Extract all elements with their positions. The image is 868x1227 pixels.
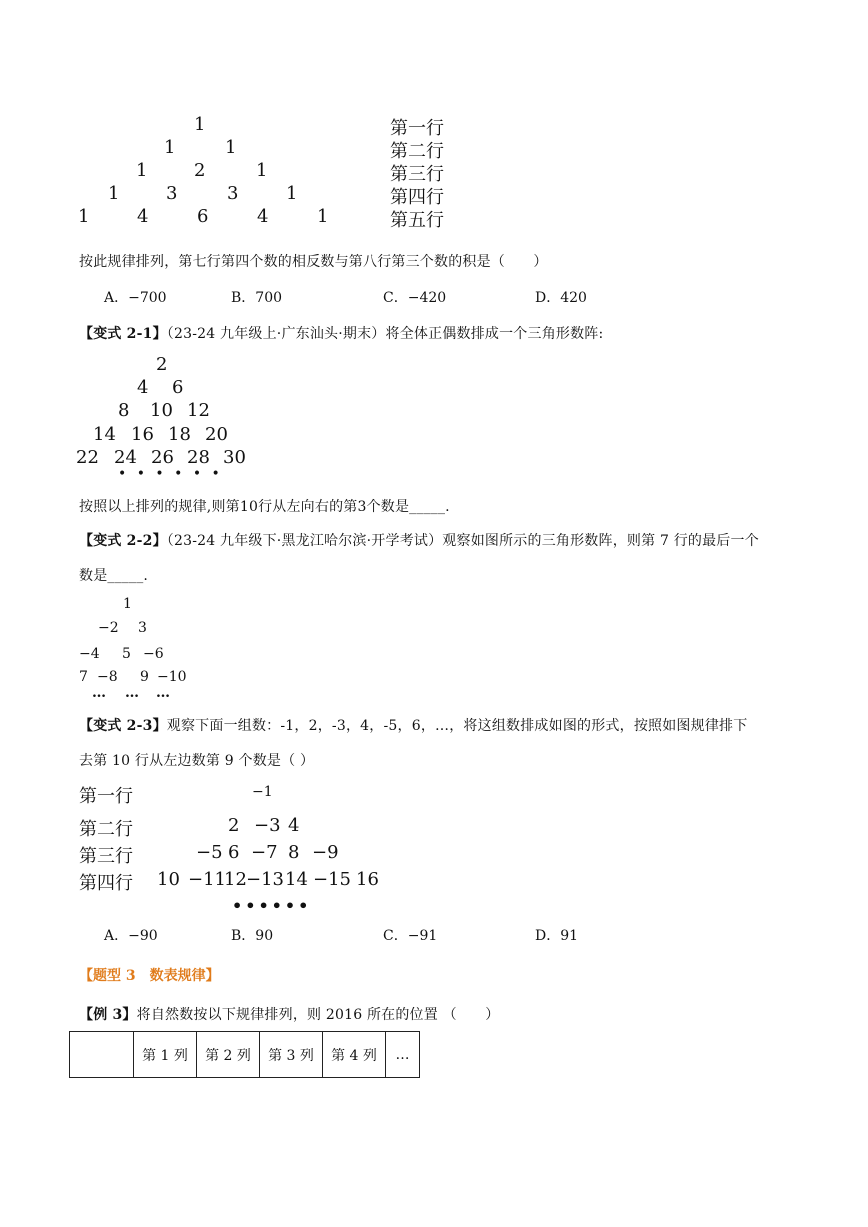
- table-header-cell: [70, 1032, 134, 1078]
- triangle-cell: −2: [98, 620, 119, 636]
- option-d: D．420: [535, 290, 587, 306]
- triangle-cell: 5: [122, 646, 131, 662]
- triangle-cell: −8: [97, 669, 118, 685]
- section-heading: 【题型 3 数表规律】: [79, 968, 220, 984]
- pascal-cell: 3: [166, 183, 178, 204]
- arrangement-cell: 6: [228, 842, 240, 863]
- arrangement-cell: −15: [313, 869, 351, 890]
- arrangement-cell: 16: [356, 869, 379, 890]
- row-label: 第二行: [79, 819, 133, 840]
- triangle-cell: 2: [156, 354, 168, 375]
- triangle-cell: 9: [140, 669, 149, 685]
- variant-2-3-header: [79, 715, 747, 735]
- pascal-cell: 1: [225, 137, 237, 158]
- variant-source: （23-24 九年级上·广东汕头·期末）: [166, 326, 386, 342]
- arrangement-cell: −5: [196, 842, 223, 863]
- ellipsis-dots: • • • • • •: [118, 466, 223, 482]
- triangle-cell: 26: [151, 447, 174, 468]
- triangle-cell: 12: [187, 400, 210, 421]
- pascal-cell: 1: [164, 137, 176, 158]
- variant-2-2-text-continued: 数是_____.: [79, 568, 149, 584]
- pascal-cell: 1: [317, 206, 329, 227]
- option-b: B．90: [231, 928, 274, 944]
- arrangement-cell: 12: [224, 869, 247, 890]
- option-d: D．91: [535, 928, 579, 944]
- pascal-cell: 1: [286, 183, 298, 204]
- variant-title: 【变式 2-2】: [79, 533, 167, 549]
- variant-2-1-question: 按照以上排列的规律,则第10行从左向右的第3个数是_____.: [79, 499, 450, 515]
- pascal-cell: 3: [227, 183, 239, 204]
- triangle-cell: 6: [172, 377, 184, 398]
- variant-2-3-text-continued: 去第 10 行从左边数第 9 个数是（ ）: [79, 753, 315, 769]
- triangle-cell: −6: [143, 646, 164, 662]
- example-text: 将自然数按以下规律排列，则 2016 所在的位置 （ ）: [136, 1007, 500, 1023]
- triangle-cell: 20: [205, 424, 228, 445]
- row-label: 第四行: [79, 873, 133, 894]
- ellipsis: …: [125, 685, 139, 701]
- triangle-cell: −10: [157, 669, 187, 685]
- triangle-cell: 4: [137, 377, 149, 398]
- pascal-cell: 1: [256, 160, 268, 181]
- option-a: A．−90: [104, 928, 158, 944]
- arrangement-cell: −3: [254, 815, 281, 836]
- triangle-cell: 14: [93, 424, 116, 445]
- triangle-cell: 1: [123, 596, 132, 612]
- example-title: 【例 3】: [79, 1007, 137, 1023]
- variant-2-2-header: [79, 530, 759, 550]
- table-header-cell: 第 4 列: [323, 1032, 386, 1078]
- pascal-cell: 1: [194, 114, 206, 135]
- pascal-cell: 4: [257, 206, 269, 227]
- row-label: 第三行: [390, 164, 444, 185]
- arrangement-cell: −7: [251, 842, 278, 863]
- arrangement-cell: 14: [285, 869, 308, 890]
- variant-source: （23-24 九年级下·黑龙江哈尔滨·开学考试）: [166, 533, 443, 549]
- triangle-cell: 16: [131, 424, 154, 445]
- question-text: 按此规律排列，第七行第四个数的相反数与第八行第三个数的积是（ ）: [79, 254, 548, 270]
- option-c: C．−91: [383, 928, 438, 944]
- variant-title: 【变式 2-3】: [79, 718, 167, 734]
- arrangement-cell: 10: [157, 869, 180, 890]
- variant-text: 将全体正偶数排成一个三角形数阵:: [385, 326, 604, 342]
- table-row: [70, 1032, 420, 1078]
- pascal-cell: 4: [137, 206, 149, 227]
- row-label: 第二行: [390, 141, 444, 162]
- table-header-cell: …: [386, 1032, 420, 1078]
- example-3-header: [79, 1004, 499, 1024]
- arrangement-cell: −11: [188, 869, 226, 890]
- ellipsis: …: [92, 685, 106, 701]
- pascal-cell: 6: [197, 206, 209, 227]
- triangle-cell: 10: [150, 400, 173, 421]
- triangle-cell: 30: [223, 447, 246, 468]
- table-header-cell: 第 3 列: [260, 1032, 323, 1078]
- triangle-cell: 24: [114, 447, 137, 468]
- variant-title: 【变式 2-1】: [79, 326, 167, 342]
- option-c: C．−420: [383, 290, 447, 306]
- triangle-cell: −4: [79, 646, 100, 662]
- arrangement-cell: −9: [312, 842, 339, 863]
- row-label: 第三行: [79, 846, 133, 867]
- ellipsis: …: [156, 685, 170, 701]
- table-header-cell: 第 2 列: [197, 1032, 260, 1078]
- option-b: B．700: [231, 290, 283, 306]
- pascal-cell: 1: [78, 206, 90, 227]
- pascal-cell: 2: [194, 160, 206, 181]
- variant-2-1-header: [79, 323, 603, 343]
- option-a: A．−700: [104, 290, 167, 306]
- row-label: 第四行: [390, 187, 444, 208]
- arrangement-cell: 8: [288, 842, 300, 863]
- row-label: 第一行: [390, 118, 444, 139]
- triangle-cell: 22: [76, 447, 99, 468]
- row-label: 第五行: [390, 210, 444, 231]
- row-label: 第一行: [79, 786, 133, 807]
- arrangement-cell: −13: [246, 869, 284, 890]
- arrangement-cell: 4: [288, 815, 300, 836]
- variant-text: 观察如图所示的三角形数阵，则第 7 行的最后一个: [442, 533, 759, 549]
- pascal-cell: 1: [108, 183, 120, 204]
- pascal-cell: 1: [136, 160, 148, 181]
- ellipsis-dots: ••••••: [232, 896, 312, 915]
- arrangement-cell: −1: [252, 784, 273, 800]
- arrangement-cell: 2: [228, 815, 240, 836]
- number-table: [69, 1031, 420, 1078]
- triangle-cell: 3: [138, 620, 147, 636]
- triangle-cell: 7: [79, 669, 88, 685]
- triangle-cell: 28: [187, 447, 210, 468]
- table-header-cell: 第 1 列: [134, 1032, 197, 1078]
- variant-text: 观察下面一组数：-1，2，-3，4，-5，6，…，将这组数排成如图的形式，按照如图规律排下: [166, 718, 748, 734]
- triangle-cell: 18: [168, 424, 191, 445]
- triangle-cell: 8: [118, 400, 130, 421]
